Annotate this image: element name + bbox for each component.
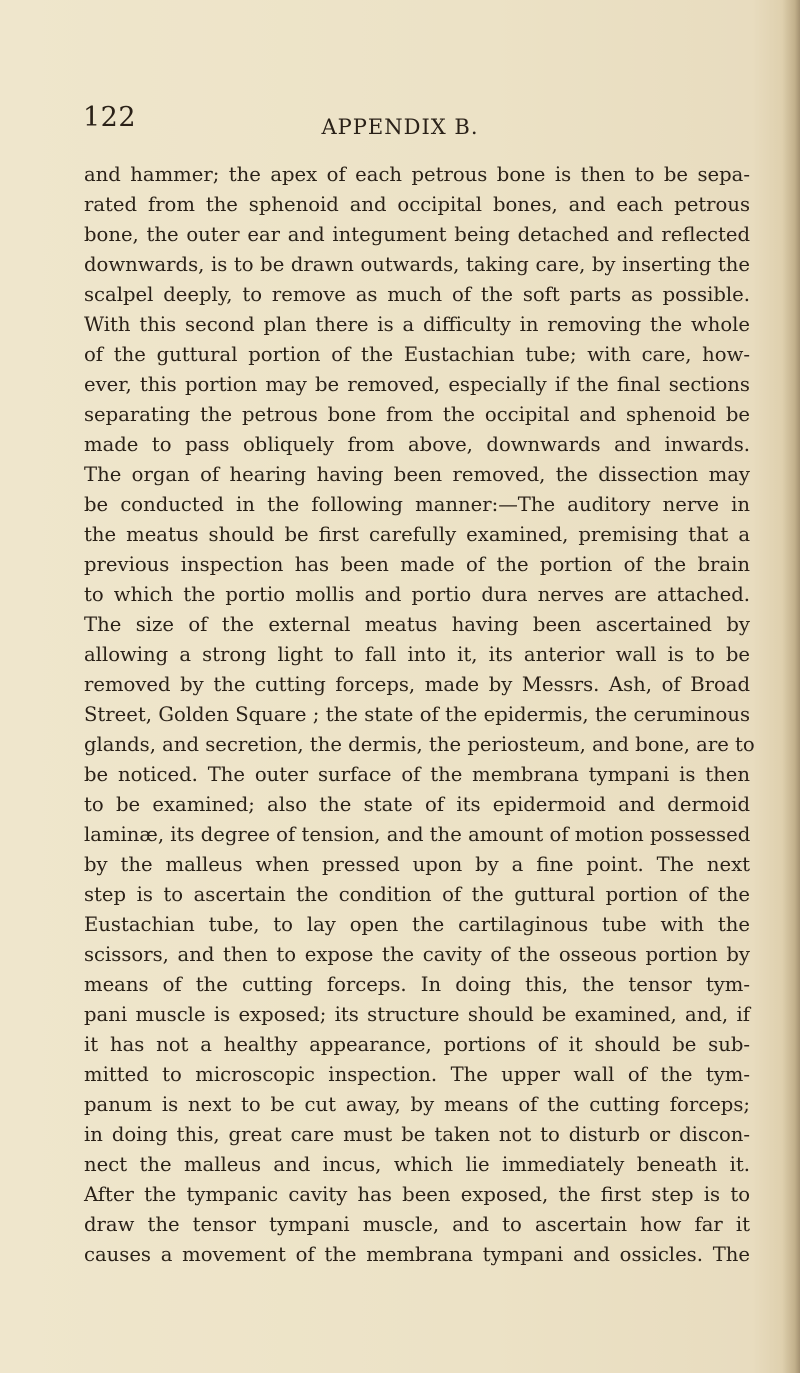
text-line: previous inspection has been made of the portion of the brain <box>84 553 750 576</box>
text-line: by the malleus when pressed upon by a fine point. The next <box>84 853 750 876</box>
text-line: and hammer; the apex of each petrous bone is then to be sepa- <box>84 163 750 186</box>
text-line: allowing a strong light to fall into it, its anterior wall is to be <box>84 643 750 666</box>
text-line: After the tympanic cavity has been exposed, the first step is to <box>84 1183 750 1206</box>
text-line: ever, this portion may be removed, especially if the final sections <box>84 373 750 396</box>
text-line: pani muscle is exposed; its structure should be examined, and, if <box>84 1003 750 1026</box>
text-line: laminæ, its degree of tension, and the amount of motion possessed <box>84 823 751 846</box>
text-line: scalpel deeply, to remove as much of the soft parts as possible. <box>84 283 750 306</box>
page-edge-shadow <box>782 0 800 1373</box>
text-line: The organ of hearing having been removed, the dissection may <box>84 463 750 486</box>
page-number: 122 <box>83 102 137 133</box>
running-head: APPENDIX B. <box>321 115 479 139</box>
text-line: scissors, and then to expose the cavity of the osseous portion by <box>84 943 750 966</box>
body-text <box>84 160 755 1270</box>
text-line: draw the tensor tympani muscle, and to ascertain how far it <box>84 1213 750 1236</box>
text-line: Eustachian tube, to lay open the cartilaginous tube with the <box>84 913 750 936</box>
text-line: The size of the external meatus having been ascertained by <box>84 613 750 636</box>
text-line: downwards, is to be drawn outwards, taking care, by inserting the <box>84 253 750 276</box>
text-line: bone, the outer ear and integument being detached and reflected <box>84 223 750 246</box>
text-line: to be examined; also the state of its epidermoid and dermoid <box>84 793 750 816</box>
text-line: made to pass obliquely from above, downwards and inwards. <box>84 433 750 456</box>
text-line: causes a movement of the membrana tympani and ossicles. The <box>84 1243 750 1266</box>
text-line: glands, and secretion, the dermis, the periosteum, and bone, are to <box>84 733 755 756</box>
text-line: of the guttural portion of the Eustachian tube; with care, how- <box>84 343 750 366</box>
text-line: mitted to microscopic inspection. The upper wall of the tym- <box>84 1063 750 1086</box>
text-line: be conducted in the following manner:—The auditory nerve in <box>84 493 750 516</box>
text-line: rated from the sphenoid and occipital bones, and each petrous <box>84 193 750 216</box>
text-line: in doing this, great care must be taken not to disturb or discon- <box>84 1123 750 1146</box>
text-line: separating the petrous bone from the occipital and sphenoid be <box>84 403 750 426</box>
text-line: nect the malleus and incus, which lie immediately beneath it. <box>84 1153 750 1176</box>
text-line: be noticed. The outer surface of the membrana tympani is then <box>84 763 750 786</box>
text-line: With this second plan there is a difficulty in removing the whole <box>84 313 750 336</box>
text-line: panum is next to be cut away, by means of the cutting forceps; <box>84 1093 750 1116</box>
text-line: to which the portio mollis and portio dura nerves are attached. <box>84 583 750 606</box>
text-line: step is to ascertain the condition of the guttural portion of the <box>84 883 750 906</box>
text-line: the meatus should be first carefully examined, premising that a <box>84 523 750 546</box>
text-line: removed by the cutting forceps, made by Messrs. Ash, of Broad <box>84 673 750 696</box>
text-line: means of the cutting forceps. In doing this, the tensor tym- <box>84 973 750 996</box>
text-line: it has not a healthy appearance, portions of it should be sub- <box>84 1033 750 1056</box>
text-line: Street, Golden Square ; the state of the epidermis, the ceruminous <box>84 703 750 726</box>
